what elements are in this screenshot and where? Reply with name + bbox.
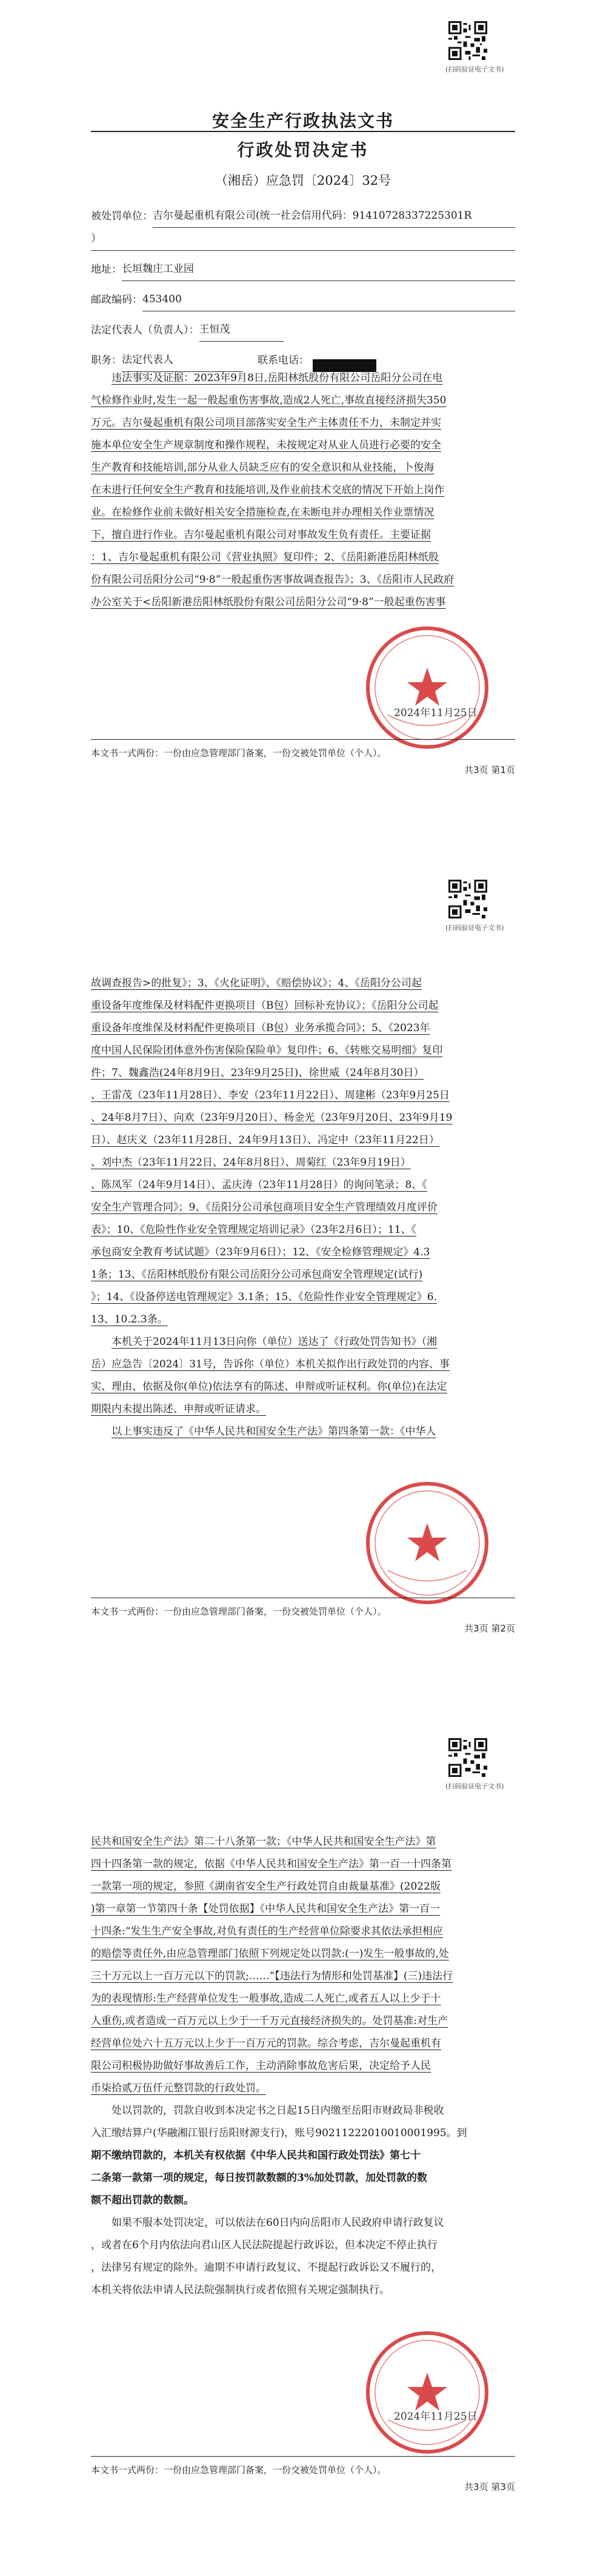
body-line: 币柒拾贰万伍仟元整罚款的行政处罚。 — [91, 2082, 266, 2094]
page1-body — [91, 367, 515, 614]
body-line: 安全生产管理合同》；9、《岳阳分公司承包商项目安全生产管理绩效月度评价 — [91, 1201, 438, 1213]
body-line: 的赔偿等责任外,由应急管理部门依照下列规定处以罚款:(一)发生一般事故的,处 — [91, 1948, 449, 1960]
body-line: 重设备年度维保及材料配件更换项目（B包）回标补充协议》；《岳阳分公司起 — [91, 1000, 439, 1012]
body-line: 期不缴纳罚款的，本机关有权依据《中华人民共和国行政处罚法》第七十 — [91, 2149, 421, 2162]
page-number: 共3页 第1页 — [464, 765, 515, 775]
copy-note: 本文书一式两份：一份由应急管理部门备案，一份交被处罚单位（个人）。 — [91, 1606, 387, 1617]
position-label: 职务： — [91, 354, 122, 367]
body-line: 1条；13、《岳阳林纸股份有限公司岳阳分公司承包商安全管理规定(试行) — [91, 1269, 423, 1281]
legal-rep-value: 王恒茂 — [199, 319, 284, 342]
legal-rep-label: 法定代表人（负责人）： — [91, 324, 199, 336]
page3-body — [91, 1831, 515, 2302]
body-line: 本机关将依法申请人民法院强制执行或者依照有关规定强制执行。 — [91, 2284, 390, 2296]
body-line: )第一章第一节第四十条【处罚依据】《中华人民共和国安全生产法》第一百一 — [91, 1903, 441, 1915]
body-line: 度中国人民保险团体意外伤害保险保险单》复印件；6、《转账交易明细》复印 — [91, 1044, 443, 1057]
body-line: 施本单位安全生产规章制度和操作规程，未按规定对从业人员进行必要的安全 — [91, 439, 441, 451]
qr-code-icon — [448, 21, 487, 60]
document-title: 行政处罚决定书 — [237, 140, 369, 160]
body-line: 、陈凤军（24年9月14日）、孟庆涛（23年11月28日）的询问笔录；8、《 — [91, 1179, 427, 1191]
body-line: 十四条:“发生生产安全事故,对负有责任的生产经营单位除要求其依法承担相应 — [91, 1925, 443, 1937]
body-line: 下，擅自进行作业。吉尔曼起重机有限公司对事故发生负有责任。主要证据 — [91, 529, 431, 541]
body-line: 件；7、魏鑫浩(24年8月9日、23年9月25日)、徐世威（24年8月30日） — [91, 1067, 424, 1079]
body-line: ：1、吉尔曼起重机有限公司《营业执照》复印件；2、《岳阳新港岳阳林纸股 — [91, 551, 439, 563]
body-line: 为的表现情形:生产经营单位发生一般事故,造成二人死亡,或者五人以上少于十 — [91, 1993, 441, 2005]
body-line: 本机关于2024年11月13日向你（单位）送达了《行政处罚告知书》（湘 — [112, 1336, 438, 1348]
body-line: 日）、赵庆义（23年11月28日、24年9月13日）、冯定中（23年11月22日） — [91, 1134, 439, 1146]
document-page-2 — [0, 858, 606, 1717]
body-line: 如果不服本处罚决定，可以依法在60日内向岳阳市人民政府申请行政复议 — [112, 2217, 444, 2229]
footer-divider — [91, 739, 515, 740]
body-line: 办公室关于<岳阳新港岳阳林纸股份有限公司岳阳分公司“9·8”一般起重伤害事 — [91, 596, 446, 608]
body-line: 、王雷茂（23年11月28日）、李安（23年11月22日）、周建彬（23年9月25日 — [91, 1089, 450, 1101]
party-label: 被处罚单位： — [91, 210, 153, 222]
body-line: 万元。吉尔曼起重机有限公司项目部落实安全生产主体责任不力，未制定并实 — [91, 417, 441, 429]
body-line: 四十四条第一款的规定，依据《中华人民共和国安全生产法》第一百一十四条第 — [91, 1858, 451, 1870]
body-line: 承包商安全教育考试试题》（23年9月6日）；12、《安全检修管理规定》4.3 — [91, 1246, 430, 1258]
qr-code-icon — [448, 1738, 487, 1777]
body-line: 表》；10、《危险性作业安全管理规定培训记录》（23年2月6日）；11、《 — [91, 1224, 417, 1236]
title-divider — [91, 131, 515, 132]
document-page-3 — [0, 1717, 606, 2575]
body-line: 人重伤,或者造成一百万元以上少于一千万元直接经济损失的。处罚基准:对生产 — [91, 2015, 448, 2027]
body-line: 限公司积极协助做好事故善后工作，主动消除事故危害后果，决定给予人民 — [91, 2060, 431, 2072]
footer-divider — [91, 2456, 515, 2457]
body-line: ，法律另有规定的除外。逾期不申请行政复议、不提起行政诉讼又不履行的， — [91, 2262, 441, 2274]
seal-date: 2024年11月25日 — [394, 707, 478, 719]
body-line: 经营单位处六十五万元以上少于一百万元的罚款。综合考虑，吉尔曼起重机有 — [91, 2037, 441, 2050]
phone-label: 联系电话： — [258, 354, 309, 367]
party-value-cont: ） — [91, 228, 515, 251]
body-line: 岳）应急告〔2024〕31号，告诉你（单位）本机关拟作出行政处罚的内容、事 — [91, 1358, 450, 1370]
position-value: 法定代表人 — [122, 349, 243, 372]
body-line: 期限内未提出陈述、申辩或听证请求。 — [91, 1403, 266, 1415]
body-line: 违法事实及证据：2023年9月8日,岳阳林纸股份有限公司岳阳分公司在电 — [112, 372, 443, 384]
page-number: 共3页 第3页 — [464, 2481, 515, 2492]
body-line: 处以罚款的，罚款自收到本决定书之日起15日内缴至岳阳市财政局非税收 — [112, 2105, 444, 2117]
body-line: 、24年8月7日）、向欢（23年9月20日）、杨金光（23年9月20日、23年9月19 — [91, 1112, 453, 1124]
body-line: 业。在检修作业前未做好相关安全措施检查,在未断电并办理相关作业票情况 — [91, 506, 435, 519]
body-line: 生产教育和技能培训,部分从业人员缺乏应有的安全意识和从业技能，卜俊海 — [91, 462, 435, 474]
body-line: 额不超出罚款的数额。 — [91, 2194, 194, 2206]
body-line: 故调查报告>的批复》；3、《火化证明》、《赔偿协议》；4、《岳阳分公司起 — [91, 977, 422, 989]
body-line: 实、理由、依据及你(单位)依法享有的陈述、申辩或听证权利。你(单位)在法定 — [91, 1381, 447, 1393]
address-label: 地址： — [91, 264, 122, 276]
page-number: 共3页 第2页 — [464, 1623, 515, 1634]
body-line: 、刘中杰（23年11月22日、24年8月8日）、周菊红（23年9月19日） — [91, 1157, 411, 1169]
body-line: 气检修作业时,发生一起一般起重伤害事故,造成2人死亡,事故直接经济损失350 — [91, 394, 447, 407]
body-line: 二条第一款第一项的规定，每日按罚款数额的3%加处罚款，加处罚款的数 — [91, 2172, 427, 2184]
qr-verify-label: (扫码验证电子文书) — [445, 924, 504, 932]
page2-body — [91, 972, 515, 1443]
qr-verify-label: (扫码验证电子文书) — [445, 65, 504, 73]
body-line: 》；14、《设备停送电管理规定》3.1条；15、《危险性作业安全管理规定》6. — [91, 1291, 438, 1303]
document-number: （湘岳）应急罚〔2024〕32号 — [215, 173, 391, 188]
seal-date: 2024年11月25日 — [394, 2411, 478, 2423]
body-line: 民共和国安全生产法》第二十八条第一款；《中华人民共和国安全生产法》第 — [91, 1836, 436, 1848]
copy-note: 本文书一式两份：一份由应急管理部门备案，一份交被处罚单位（个人）。 — [91, 748, 387, 759]
body-line: 一款第一项的规定，参照《湖南省安全生产行政处罚自由裁量基准》(2022版 — [91, 1881, 441, 1893]
official-seal-icon — [364, 624, 491, 751]
address-value: 长垣魏庄工业园 — [122, 258, 515, 281]
official-seal-icon — [364, 1479, 491, 1607]
party-value: 吉尔曼起重机有限公司(统一社会信用代码：91410728337225301R — [153, 205, 515, 228]
body-line: 入汇缴结算户(华融湘江银行岳阳财源支行)，账号90211222010010001995。到 — [91, 2127, 467, 2139]
document-category-title: 安全生产行政执法文书 — [211, 111, 394, 131]
document-page-1 — [0, 0, 606, 858]
postal-value: 453400 — [142, 288, 515, 311]
body-line: 在未进行任何安全生产教育和技能培训,及作业前技术交底的情况下开始上岗作 — [91, 484, 445, 496]
copy-note: 本文书一式两份：一份由应急管理部门备案，一份交被处罚单位（个人）。 — [91, 2465, 387, 2475]
qr-code-icon — [448, 880, 487, 918]
body-line: 份有限公司岳阳分公司“9·8”一般起重伤害事故调查报告》；3、《岳阳市人民政府 — [91, 574, 454, 586]
body-line: ，或者在6个月内依法向君山区人民法院提起行政诉讼，但本决定不停止执行 — [91, 2239, 438, 2251]
qr-verify-label: (扫码验证电子文书) — [445, 1782, 504, 1790]
party-info — [91, 205, 515, 372]
postal-label: 邮政编码： — [91, 294, 142, 306]
body-line: 三十万元以上一百万元以下的罚款;……”【违法行为情形和处罚基准】(三)违法行 — [91, 1970, 453, 1982]
body-line: 13、10.2.3条。 — [91, 1313, 168, 1326]
official-seal-icon — [364, 2329, 491, 2456]
body-line: 以上事实违反了《中华人民共和国安全生产法》第四条第一款：《中华人 — [112, 1426, 436, 1438]
body-line: 重设备年度维保及材料配件更换项目（B包）业务承揽合同》；5、《2023年 — [91, 1022, 430, 1034]
